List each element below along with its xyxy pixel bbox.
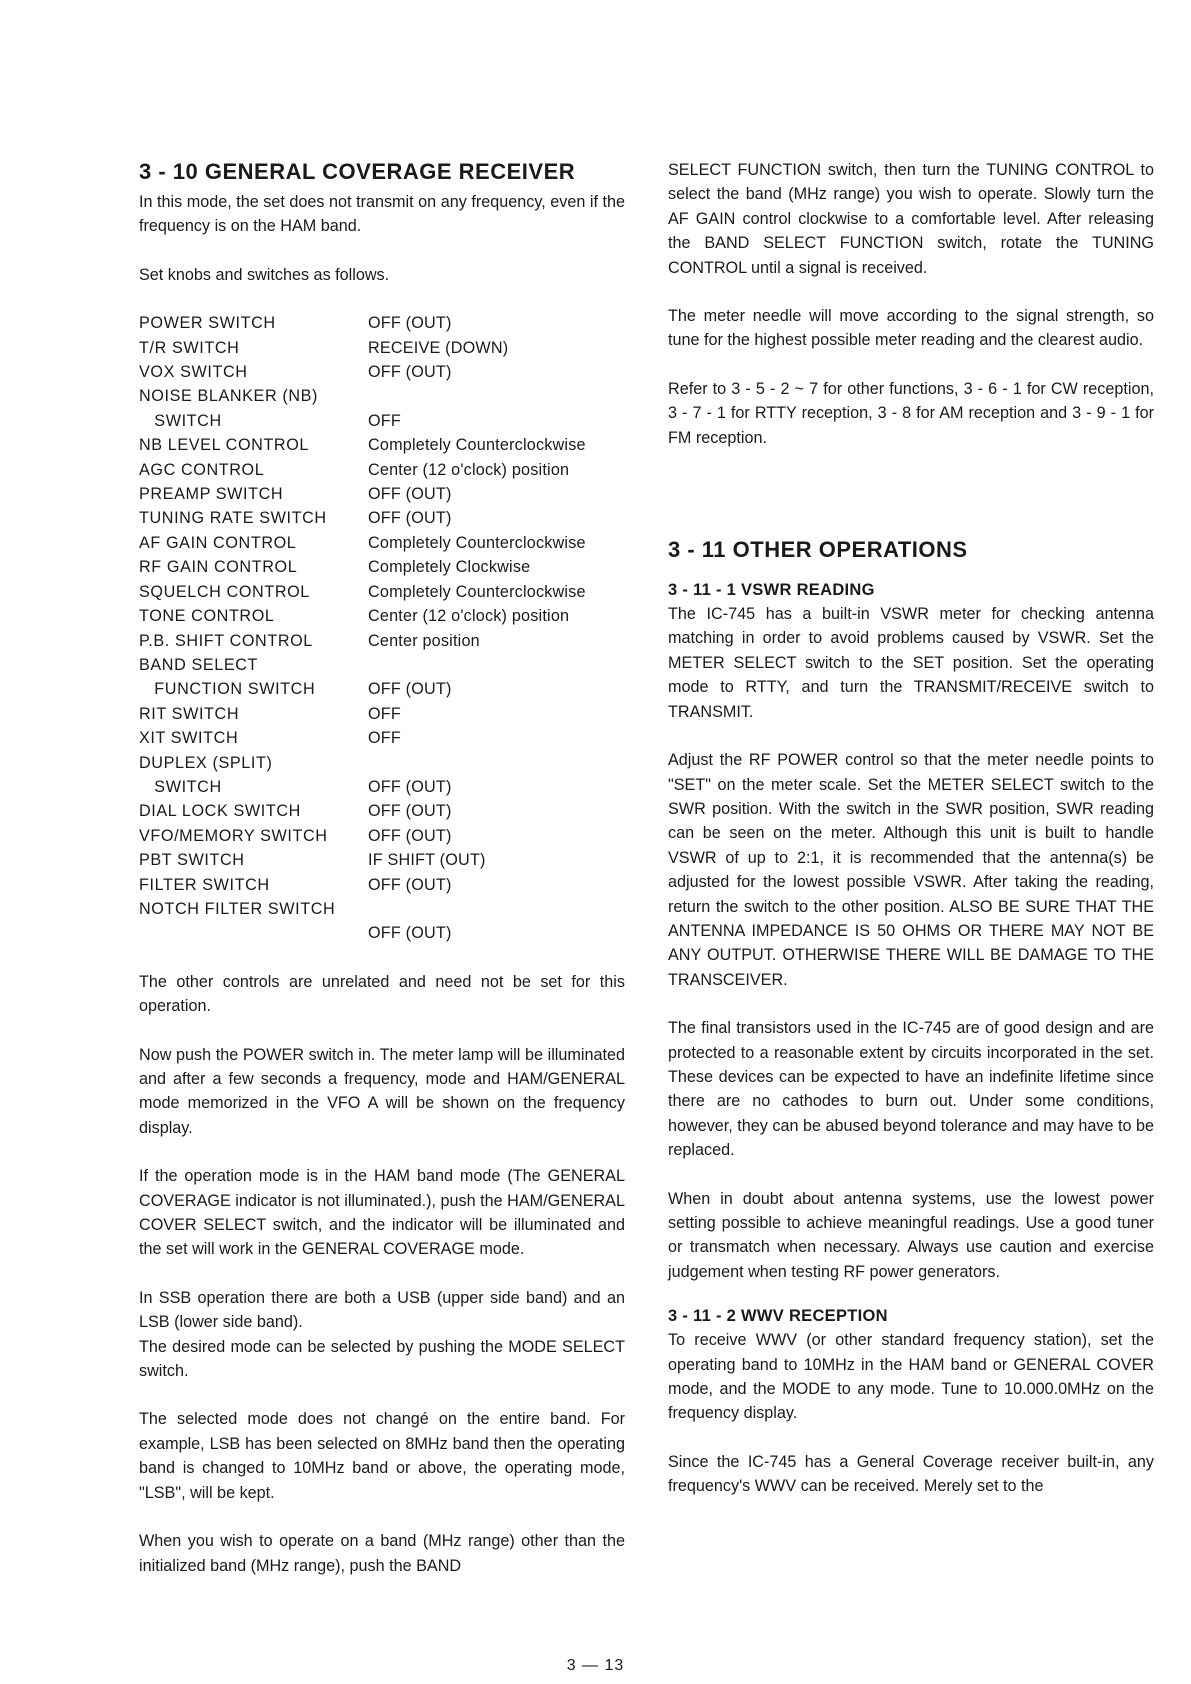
paragraph: In this mode, the set does not transmit on any frequency, even if the frequency is on the HAM band. bbox=[139, 193, 625, 236]
control-name: RIT SWITCH bbox=[139, 704, 240, 723]
control-name: TUNING RATE SWITCH bbox=[139, 509, 327, 528]
paragraph: The meter needle will move according to the signal strength, so tune for the highest possible meter reading and the clearest audio. bbox=[668, 307, 1154, 350]
control-name: FUNCTION SWITCH bbox=[139, 680, 316, 699]
control-name: DUPLEX (SPLIT) bbox=[139, 753, 273, 772]
settings-row bbox=[139, 409, 586, 433]
control-name: PBT SWITCH bbox=[139, 851, 245, 870]
paragraph: In SSB operation there are both a USB (upper side band) and an LSB (lower side band). The desired mode can be selected by pushing the MODE SELECT switch. bbox=[139, 1288, 625, 1381]
settings-row bbox=[139, 921, 586, 945]
left-column bbox=[139, 158, 625, 1602]
paragraph: Adjust the RF POWER control so that the meter needle points to "SET" on the meter scale. Set the METER SELECT switch to the SWR position. With the switch in the SWR position, SWR reading can be seen on the meter. Although this unit is built to handle VSWR of up to 2:1, it is recommended that the antenna(s) be adjusted for the lowest possible VSWR. After taking the reading, return the switch to the other position. ALSO BE SURE THAT THE ANTENNA IMPEDANCE IS 50 OHMS OR THERE MAY NOT BE ANY OUTPUT. OTHERWISE THERE WILL BE DAMAGE TO THE TRANSCEIVER. bbox=[668, 751, 1154, 989]
settings-row bbox=[139, 482, 586, 506]
settings-row bbox=[139, 360, 586, 384]
settings-row bbox=[139, 311, 586, 335]
paragraph: Refer to 3 - 5 - 2 ~ 7 for other functions, 3 - 6 - 1 for CW reception, 3 - 7 - 1 for RTTY reception, 3 - 8 for AM reception and 3 - 9 - 1 for FM reception. bbox=[668, 379, 1154, 447]
control-setting: OFF (OUT) bbox=[368, 777, 452, 796]
control-name: AF GAIN CONTROL bbox=[139, 533, 297, 552]
control-setting bbox=[368, 384, 586, 408]
control-name: XIT SWITCH bbox=[139, 729, 239, 748]
control-setting: Center (12 o'clock) position bbox=[368, 607, 570, 626]
settings-row bbox=[139, 848, 586, 872]
paragraph: Set knobs and switches as follows. bbox=[139, 265, 390, 284]
right-column bbox=[668, 158, 1154, 1523]
settings-row bbox=[139, 873, 586, 897]
settings-row bbox=[139, 751, 586, 775]
settings-row bbox=[139, 580, 586, 604]
control-setting: OFF (OUT) bbox=[368, 802, 452, 821]
control-name: PREAMP SWITCH bbox=[139, 485, 284, 504]
section-title-3-10: 3 - 10 GENERAL COVERAGE RECEIVER bbox=[139, 159, 576, 184]
control-name: RF GAIN CONTROL bbox=[139, 558, 298, 577]
control-setting: Center (12 o'clock) position bbox=[368, 460, 570, 479]
settings-row bbox=[139, 531, 586, 555]
control-setting bbox=[368, 751, 586, 775]
control-name: VFO/MEMORY SWITCH bbox=[139, 826, 328, 845]
settings-row bbox=[139, 824, 586, 848]
settings-row bbox=[139, 384, 586, 408]
settings-row bbox=[139, 702, 586, 726]
settings-row bbox=[139, 799, 586, 823]
paragraph: Now push the POWER switch in. The meter lamp will be illuminated and after a few seconds a frequency, mode and HAM/GENERAL mode memorized in the VFO A will be shown on the frequency display. bbox=[139, 1045, 625, 1137]
control-name: NB LEVEL CONTROL bbox=[139, 436, 310, 455]
control-name: SQUELCH CONTROL bbox=[139, 582, 310, 601]
control-name: SWITCH bbox=[139, 411, 222, 430]
paragraph: If the operation mode is in the HAM band mode (The GENERAL COVERAGE indicator is not illuminated.), push the HAM/GENERAL COVER SELECT switch, and the indicator will be illuminated and the set will work in the GENERAL COVERAGE mode. bbox=[139, 1167, 625, 1259]
control-name: FILTER SWITCH bbox=[139, 875, 270, 894]
control-name: AGC CONTROL bbox=[139, 460, 265, 479]
control-setting: OFF (OUT) bbox=[368, 924, 452, 943]
left-paragraphs bbox=[139, 970, 625, 1578]
control-name: T/R SWITCH bbox=[139, 338, 240, 357]
settings-row bbox=[139, 629, 586, 653]
settings-row bbox=[139, 433, 586, 457]
settings-row bbox=[139, 775, 586, 799]
control-name: P.B. SHIFT CONTROL bbox=[139, 631, 313, 650]
continued-paragraphs bbox=[668, 158, 1154, 450]
control-setting: Completely Counterclockwise bbox=[368, 436, 586, 455]
control-setting: OFF (OUT) bbox=[368, 509, 452, 528]
paragraph: Since the IC-745 has a General Coverage receiver built-in, any frequency's WWV can be received. Merely set to the bbox=[668, 1452, 1154, 1496]
settings-row bbox=[139, 653, 586, 677]
control-setting: OFF (OUT) bbox=[368, 826, 452, 845]
control-name: BAND SELECT bbox=[139, 655, 259, 674]
control-setting: RECEIVE (DOWN) bbox=[368, 338, 509, 357]
paragraph: The other controls are unrelated and need not be set for this operation. bbox=[139, 972, 625, 1016]
control-name: SWITCH bbox=[139, 777, 222, 796]
control-name: TONE CONTROL bbox=[139, 607, 275, 626]
control-setting: Center position bbox=[368, 631, 480, 650]
control-name: VOX SWITCH bbox=[139, 363, 248, 382]
settings-row bbox=[139, 677, 586, 701]
settings-row bbox=[139, 726, 586, 750]
paragraph: The IC-745 has a built-in VSWR meter for checking antenna matching in order to avoid problems caused by VSWR. Set the METER SELECT switch to the SET position. Set the operating mode to RTTY, and turn the TRANSMIT/RECEIVE switch to TRANSMIT. bbox=[668, 605, 1154, 721]
control-name: POWER SWITCH bbox=[139, 314, 276, 333]
settings-table bbox=[139, 311, 586, 946]
settings-row bbox=[139, 897, 586, 921]
settings-row bbox=[139, 458, 586, 482]
control-setting: Completely Counterclockwise bbox=[368, 533, 586, 552]
control-setting: Completely Clockwise bbox=[368, 558, 531, 577]
control-setting bbox=[368, 897, 586, 921]
control-setting bbox=[368, 653, 586, 677]
paragraph: When you wish to operate on a band (MHz range) other than the initialized band (MHz range), push the BAND bbox=[139, 1532, 625, 1575]
control-setting: OFF (OUT) bbox=[368, 485, 452, 504]
control-name: NOISE BLANKER (NB) bbox=[139, 387, 319, 406]
paragraph: When in doubt about antenna systems, use the lowest power setting possible to achieve meaningful readings. Use a good tuner or transmatch when necessary. Always use caution and exercise judgement when testing RF power generators. bbox=[668, 1189, 1154, 1281]
wwv-reception-paragraphs bbox=[668, 1328, 1154, 1498]
paragraph: The selected mode does not changé on the entire band. For example, LSB has been selected on 8MHz band then the operating band is changed to 10MHz band or above, the operating mode, "LSB", will be kept. bbox=[139, 1410, 625, 1502]
settings-row bbox=[139, 336, 586, 360]
subsection-title-3-11-2: 3 - 11 - 2 WWV RECEPTION bbox=[668, 1307, 888, 1326]
control-setting: OFF (OUT) bbox=[368, 363, 452, 382]
paragraph: SELECT FUNCTION switch, then turn the TUNING CONTROL to select the band (MHz range) you wish to operate. Slowly turn the AF GAIN control clockwise to a comfortable level. After releasing the BAND SELECT FUNCTION switch, rotate the TUNING CONTROL until a signal is received. bbox=[668, 161, 1154, 277]
control-setting: OFF bbox=[368, 704, 401, 723]
paragraph: The final transistors used in the IC-745 are of good design and are protected to a reasonable extent by circuits incorporated in the set. These devices can be expected to have an indefinite lifetime since there are no cathodes to burn out. Under some conditions, however, they can be abused beyond tolerance and may have to be replaced. bbox=[668, 1019, 1154, 1160]
paragraph: To receive WWV (or other standard frequency station), set the operating band to 10MHz in the HAM band or GENERAL COVER mode, and the MODE to any mode. Tune to 10.000.0MHz on the frequency display. bbox=[668, 1331, 1154, 1423]
page-number: 3 — 13 bbox=[566, 1657, 625, 1674]
control-setting: OFF bbox=[368, 411, 401, 430]
control-setting: Completely Counterclockwise bbox=[368, 582, 586, 601]
control-setting: OFF (OUT) bbox=[368, 680, 452, 699]
control-setting: IF SHIFT (OUT) bbox=[368, 851, 486, 870]
section-gap bbox=[668, 474, 1154, 536]
settings-row bbox=[139, 604, 586, 628]
section-title-3-11: 3 - 11 OTHER OPERATIONS bbox=[668, 537, 968, 563]
control-setting: OFF bbox=[368, 729, 401, 748]
vswr-reading-paragraphs bbox=[668, 602, 1154, 1284]
settings-row bbox=[139, 555, 586, 579]
control-setting: OFF (OUT) bbox=[368, 875, 452, 894]
subsection-title-3-11-1: 3 - 11 - 1 VSWR READING bbox=[668, 581, 875, 600]
control-name: NOTCH FILTER SWITCH bbox=[139, 899, 336, 918]
settings-row bbox=[139, 506, 586, 530]
control-name: DIAL LOCK SWITCH bbox=[139, 802, 301, 821]
control-setting: OFF (OUT) bbox=[368, 314, 452, 333]
control-name bbox=[139, 921, 368, 945]
